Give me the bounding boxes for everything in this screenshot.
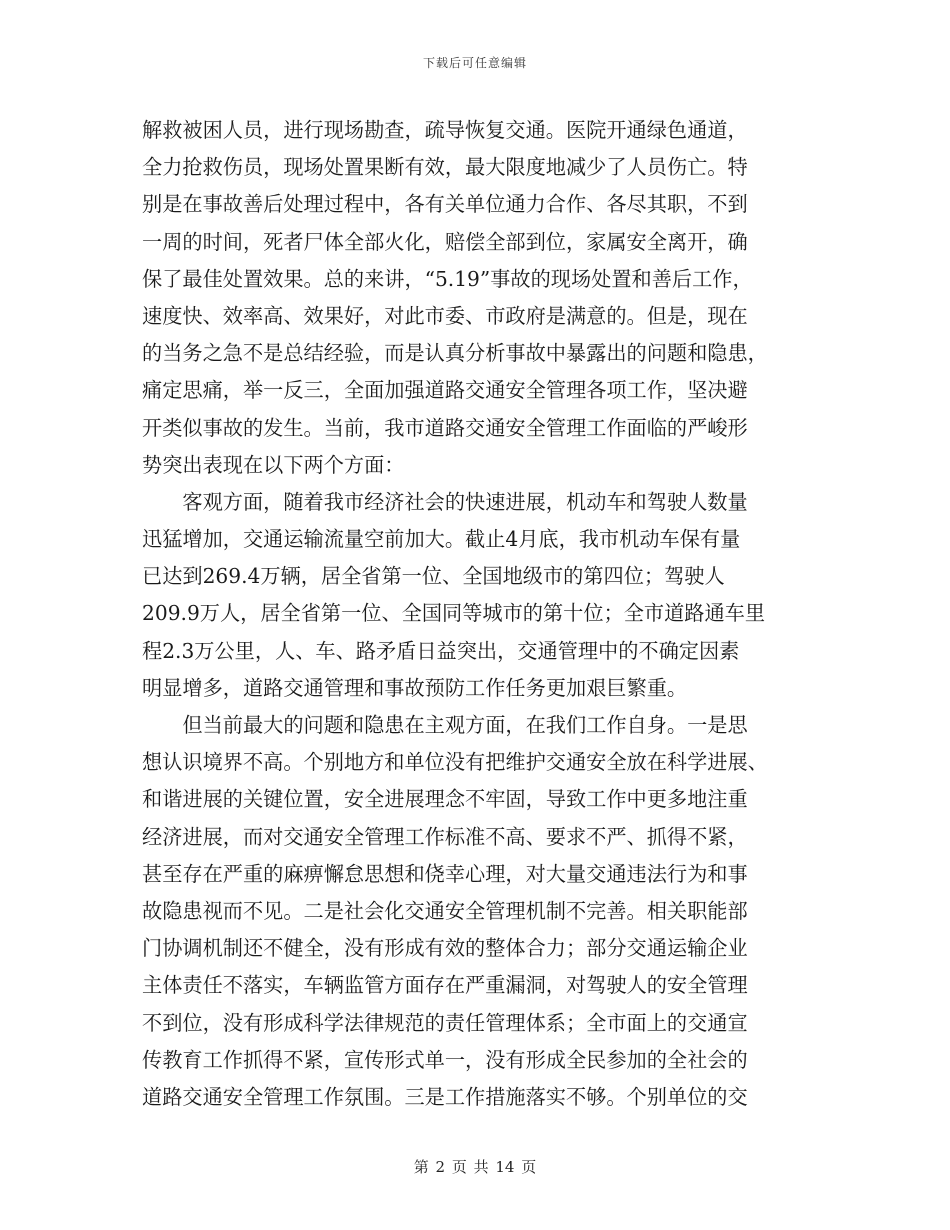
text-line: 速度快、效率高、效果好，对此市委、市政府是满意的。但是，现在 xyxy=(142,303,748,328)
text-line: 故隐患视而不见。二是社会化交通安全管理机制不完善。相关职能部 xyxy=(142,898,748,923)
text-line: 道路交通安全管理工作氛围。三是工作措施落实不够。个别单位的交 xyxy=(142,1084,748,1109)
text-line: 全力抢救伤员，现场处置果断有效，最大限度地减少了人员伤亡。特 xyxy=(142,155,748,180)
text-line: 开类似事故的发生。当前，我市道路交通安全管理工作面临的严峻形 xyxy=(142,415,748,440)
text-line: 别是在事故善后处理过程中，各有关单位通力合作、各尽其职，不到 xyxy=(142,192,748,217)
text-line: 主体责任不落实，车辆监管方面存在严重漏洞，对驾驶人的安全管理 xyxy=(142,973,748,998)
text-line: 客观方面，随着我市经济社会的快速进展，机动车和驾驶人数量 xyxy=(142,489,748,514)
text-line: 势突出表现在以下两个方面： xyxy=(142,452,405,477)
text-line: 甚至存在严重的麻痹懈怠思想和侥幸心理，对大量交通违法行为和事 xyxy=(142,861,748,886)
page-footer: 第 2 页 共 14 页 xyxy=(413,1158,537,1176)
text-line: 的当务之急不是总结经验，而是认真分析事故中暴露出的问题和隐患， xyxy=(142,341,768,366)
text-line: 保了最佳处置效果。总的来讲，“5.19”事故的现场处置和善后工作， xyxy=(142,266,753,291)
text-line: 传教育工作抓得不紧，宣传形式单一，没有形成全民参加的全社会的 xyxy=(142,1047,748,1072)
text-line: 痛定思痛，举一反三，全面加强道路交通安全管理各项工作，坚决避 xyxy=(142,378,748,403)
text-line: 一周的时间，死者尸体全部火化，赔偿全部到位，家属安全离开，确 xyxy=(142,229,748,254)
text-line: 想认识境界不高。个别地方和单位没有把维护交通安全放在科学进展、 xyxy=(142,750,768,775)
text-line: 但当前最大的问题和隐患在主观方面，在我们工作自身。一是思 xyxy=(142,713,748,737)
text-line: 和谐进展的关键位置，安全进展理念不牢固，导致工作中更多地注重 xyxy=(142,787,748,812)
text-line: 明显增多，道路交通管理和事故预防工作任务更加艰巨繁重。 xyxy=(142,675,688,700)
text-line: 程2.3万公里，人、车、路矛盾日益突出，交通管理中的不确定因素 xyxy=(142,638,740,663)
text-line: 解救被困人员，进行现场勘查，疏导恢复交通。医院开通绿色通道， xyxy=(142,118,748,142)
text-line: 已达到269.4万辆，居全省第一位、全国地级市的第四位；驾驶人 xyxy=(142,564,725,589)
text-line: 迅猛增加，交通运输流量空前加大。截止4月底，我市机动车保有量 xyxy=(142,527,741,552)
text-line: 经济进展，而对交通安全管理工作标准不高、要求不严、抓得不紧， xyxy=(142,824,748,849)
document-body xyxy=(142,112,810,1116)
page-header: 下载后可任意编辑 xyxy=(422,56,527,70)
text-line: 门协调机制还不健全，没有形成有效的整体合力；部分交通运输企业 xyxy=(142,936,748,961)
text-line: 不到位，没有形成科学法律规范的责任管理体系；全市面上的交通宣 xyxy=(142,1010,748,1035)
text-line: 209.9万人，居全省第一位、全国同等城市的第十位；全市道路通车里 xyxy=(142,601,766,626)
